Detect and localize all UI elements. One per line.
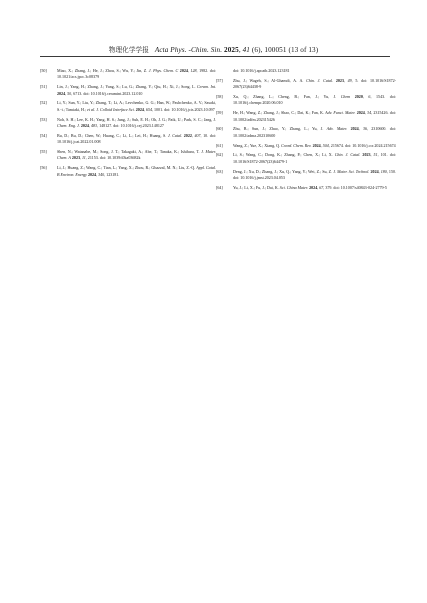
reference-segment: , 148127. doi: 10.1016/j.cej.2023.148127 bbox=[97, 123, 164, 129]
reference-segment: , bbox=[65, 90, 68, 96]
reference-item bbox=[40, 133, 216, 146]
reference-italic: 6 bbox=[368, 94, 371, 99]
reference-segment: , 1543. doi: 10.1016/j.chempr.2020.06.010 bbox=[233, 94, 396, 106]
reference-segment: , bbox=[364, 110, 368, 116]
reference-text bbox=[233, 78, 396, 91]
journal-volume: 41 bbox=[242, 46, 250, 54]
reference-segment: , bbox=[370, 152, 374, 158]
reference-item bbox=[216, 78, 396, 91]
reference-item bbox=[216, 110, 396, 123]
reference-segment: , bbox=[343, 77, 348, 83]
reference-number: [52] bbox=[40, 100, 47, 106]
reference-segment: , bbox=[88, 123, 91, 129]
reference-item bbox=[40, 165, 216, 178]
reference-italic: J. Mater. Chem. A bbox=[57, 149, 216, 161]
reference-text bbox=[233, 169, 396, 182]
reference-year: 2023 bbox=[362, 152, 371, 158]
reference-segment: , bbox=[358, 126, 363, 132]
reference-segment: , bbox=[317, 184, 320, 190]
reference-year: 2024 bbox=[87, 171, 97, 177]
reference-segment: Li, S.; Wang, C.; Dong, K.; Zhang, P.; Chen, X.; Li, X. bbox=[233, 152, 335, 158]
reference-text bbox=[233, 126, 396, 139]
reference-number: [58] bbox=[216, 94, 223, 99]
reference-item bbox=[40, 68, 216, 81]
reference-year: 2020 bbox=[354, 94, 363, 99]
reference-item bbox=[216, 185, 396, 191]
reference-text bbox=[57, 68, 216, 81]
reference-italic: Chin. J. Catal. bbox=[306, 77, 334, 83]
reference-italic: 36 bbox=[362, 126, 367, 132]
reference-number: [60] bbox=[216, 126, 223, 132]
reference-italic: J. Phys. Chem. C bbox=[148, 68, 179, 73]
reference-text bbox=[233, 110, 396, 123]
reference-segment: , bbox=[96, 171, 99, 177]
article-number: 100051 bbox=[264, 46, 287, 54]
reference-segment: , 1001. doi: 10.1016/j.jcis.2023.10.097 bbox=[151, 106, 215, 112]
reference-segment: , 21153. doi: 10.1039/d3ta03682k bbox=[85, 155, 141, 161]
reference-italic: 51 bbox=[373, 152, 378, 158]
reference-segment: Xu, Q.; Zhang, L.; Cheng, B.; Fan, J.; Yu, J. bbox=[233, 94, 341, 99]
reference-year: 2024 bbox=[80, 123, 89, 129]
reference-italic: Chem bbox=[340, 94, 351, 99]
reference-segment: , 101. doi: 10.1016/S1872-2067(23)64479-1 bbox=[233, 152, 396, 164]
references-column-right bbox=[216, 68, 396, 195]
reference-text bbox=[233, 143, 396, 149]
reference-number: [51] bbox=[40, 84, 47, 90]
journal-name: Acta Phys. -Chim. Sin. bbox=[154, 46, 223, 54]
reference-italic: et al. J. Colloid Interface Sci. bbox=[87, 106, 135, 112]
reference-segment: Yu, J.; Li, X.; Fu, J.; Dai, K. bbox=[233, 184, 280, 190]
reference-italic: 50 bbox=[67, 90, 72, 96]
reference-italic: 180 bbox=[380, 168, 387, 174]
reference-italic: Adv. Funct. Mater. bbox=[325, 110, 356, 116]
reference-number: [61] bbox=[216, 142, 223, 148]
reference-year: 2024 bbox=[179, 68, 188, 73]
reference-italic: J. Mater. Sci. Technol. bbox=[333, 168, 370, 174]
reference-segment: Zhu, B.; Sun, J.; Zhao, Y.; Zhang, L.; Yu, J. bbox=[233, 126, 327, 132]
reference-italic: Coord. Chem. Rev. bbox=[281, 142, 312, 148]
reference-number: [62] bbox=[216, 152, 223, 158]
reference-number: [56] bbox=[40, 165, 47, 171]
reference-item bbox=[40, 149, 216, 162]
reference-segment: , 1982. doi: 10.1021/acs.jpcc.3c08379 bbox=[57, 68, 217, 80]
reference-italic: Chin. J. Catal. bbox=[334, 152, 361, 158]
reference-segment: Lin, J.; Yang, H.; Zhang, J.; Yang, S.; Lu, G.; Zhang, Y.; Qiu, H.; Xi, J.; Song, L. bbox=[57, 84, 197, 90]
reference-item bbox=[216, 143, 396, 149]
reference-item bbox=[216, 126, 396, 139]
reference-segment: , 10. doi: 10.1016/j.jcat.2022.01.008 bbox=[57, 132, 216, 145]
reference-italic: 504 bbox=[322, 142, 329, 148]
reference-segment: Deng, J.; Xu, D.; Zhang, J.; Xu, Q.; Yang, Y.; Wei, Z.; Su, Z. bbox=[233, 168, 334, 174]
reference-year: 2024 bbox=[312, 142, 321, 148]
reference-segment: , bbox=[187, 68, 191, 73]
reference-italic: 11 bbox=[82, 155, 86, 161]
reference-segment: Wang, Z.; Yue, X.; Xiang, Q. bbox=[233, 142, 282, 148]
reference-year: 2023 bbox=[71, 155, 80, 161]
reference-italic: J. Catal. bbox=[167, 132, 183, 138]
reference-item bbox=[216, 169, 396, 182]
reference-number: [50] bbox=[40, 68, 47, 73]
reference-year: 2023 bbox=[335, 77, 344, 83]
reference-segment: Shen, N.; Watanabe, M.; Song, J. T.; Takagaki, A.; Abe, T.; Tanaka, K.; Ishihara, T. bbox=[57, 149, 202, 155]
reference-segment: He, H.; Wang, Z.; Zhang, J.; Shao, C.; Dai, K.; Fan, K. bbox=[233, 110, 326, 116]
reference-text bbox=[57, 165, 216, 178]
reference-italic: Ceram. Int. bbox=[196, 84, 216, 90]
reference-segment: , bbox=[378, 168, 381, 174]
reference-segment: , bbox=[143, 106, 146, 112]
page-number: (13 of 13) bbox=[288, 46, 319, 54]
reference-italic: 483 bbox=[90, 123, 98, 129]
reference-italic: 128 bbox=[190, 68, 197, 73]
reference-item bbox=[216, 68, 396, 74]
reference-item bbox=[216, 152, 396, 165]
reference-number: [54] bbox=[40, 132, 47, 138]
reference-segment: Bu, D.; Bu, D.; Chen, W.; Huang, C.; Li, L.; Lei, H.; Huang, S. bbox=[57, 132, 168, 138]
reference-segment: , bbox=[320, 142, 323, 148]
reference-item bbox=[40, 100, 216, 113]
reference-number: [63] bbox=[216, 168, 223, 174]
reference-segment: , bbox=[79, 155, 83, 161]
reference-segment: , 2310600. doi: 10.1002/adma.202310600 bbox=[233, 126, 397, 138]
reference-item bbox=[40, 84, 216, 97]
reference-year: 2024 bbox=[350, 126, 359, 132]
reference-year: 2024 bbox=[356, 110, 365, 116]
reference-italic: Chem. Eng. J. bbox=[57, 123, 80, 129]
reference-text bbox=[57, 100, 216, 113]
reference-year: 2024 bbox=[370, 168, 379, 174]
reference-segment: Li, Y.; Sun, Y.; Liu, Y.; Zhang, T.; Li, A.; Levchenko, G. G.; Han, W.; Pashchenko, A. V.; Sasaki, S.-i.; Tamiaki, H.; bbox=[57, 100, 216, 112]
journal-issue: (6) bbox=[251, 46, 261, 54]
reference-segment: Noh, S. H.; Lee, K. H.; Yang, H. S.; Jung, J.; Suh, E. H.; Oh, J. G.; Paik, U.; Park, S. C.; Jang, J. bbox=[57, 116, 216, 122]
journal-year: 2025 bbox=[224, 46, 239, 54]
reference-italic: 34 bbox=[367, 110, 372, 116]
running-header: 物理化学学报 Acta Phys. -Chim. Sin. 2025, 41 (6), 100051 (13 of 13) bbox=[108, 46, 319, 54]
reference-italic: 340 bbox=[98, 171, 105, 177]
references-column-left bbox=[40, 68, 216, 181]
reference-segment: , 379. doi: 10.1007/s40843-024-2779-5 bbox=[323, 184, 387, 190]
reference-segment: Miao, X.; Zhang, J.; He, J.; Zhou, S.; Wu, Y.; Jin, Z. bbox=[57, 68, 149, 73]
reference-item bbox=[40, 117, 216, 130]
reference-italic: 67 bbox=[319, 184, 324, 190]
reference-text bbox=[233, 68, 396, 74]
reference-text bbox=[57, 133, 216, 146]
reference-segment: , 2315426. doi: 10.1002/adfm.202315426 bbox=[233, 110, 397, 122]
reference-year: 2024 bbox=[135, 106, 144, 112]
reference-number: [59] bbox=[216, 110, 223, 116]
reference-text bbox=[233, 152, 396, 165]
reference-text bbox=[57, 84, 216, 97]
reference-item bbox=[216, 94, 396, 107]
reference-number: [53] bbox=[40, 116, 47, 122]
reference-italic: 654 bbox=[145, 106, 152, 112]
reference-segment: Li, J.; Huang, Z.; Wang, C.; Tian, L.; Yang, X.; Zhou, R.; Ghazzal, M. N.; Liu, Z.-Q. bbox=[57, 165, 197, 171]
reference-italic: Sci. China Mater. bbox=[279, 184, 309, 190]
reference-text bbox=[233, 94, 396, 107]
reference-text bbox=[57, 117, 216, 130]
reference-number: [64] bbox=[216, 184, 223, 190]
reference-year: 2024 bbox=[57, 90, 66, 96]
reference-italic: 407 bbox=[194, 132, 201, 138]
reference-segment: , 5. doi: 10.1016/S1872-2067(23)64438-9 bbox=[233, 77, 396, 90]
journal-chinese-title: 物理化学学报 bbox=[108, 46, 149, 54]
reference-text bbox=[233, 185, 396, 191]
reference-number: [55] bbox=[40, 149, 47, 155]
reference-italic: 49 bbox=[347, 77, 352, 83]
reference-number: [57] bbox=[216, 77, 223, 83]
reference-segment: doi: 10.1016/j.apcatb.2023.123181 bbox=[233, 68, 290, 73]
reference-segment: , bbox=[191, 132, 195, 138]
reference-segment: , bbox=[362, 94, 369, 99]
reference-italic: Adv. Mater. bbox=[326, 126, 348, 132]
reference-year: 2022 bbox=[183, 132, 192, 138]
reference-segment: , 150. doi: 10.1016/j.jmst.2023.04.053 bbox=[233, 168, 396, 181]
reference-text bbox=[57, 149, 216, 162]
reference-segment: Zhu, J.; Wageh, S.; Al-Ghamdi, A. A. bbox=[233, 77, 307, 83]
reference-italic: Appl. Catal. B Environ. Energy bbox=[57, 165, 216, 177]
reference-year: 2024 bbox=[309, 184, 318, 190]
reference-segment: , 215674. doi: 10.1016/j.ccr.2024.215674 bbox=[328, 142, 396, 148]
reference-segment: , 6713. doi: 10.1016/j.ceramint.2023.12.010 bbox=[71, 90, 143, 96]
header-rule bbox=[40, 56, 390, 57]
reference-segment: , 123181. bbox=[104, 171, 120, 177]
